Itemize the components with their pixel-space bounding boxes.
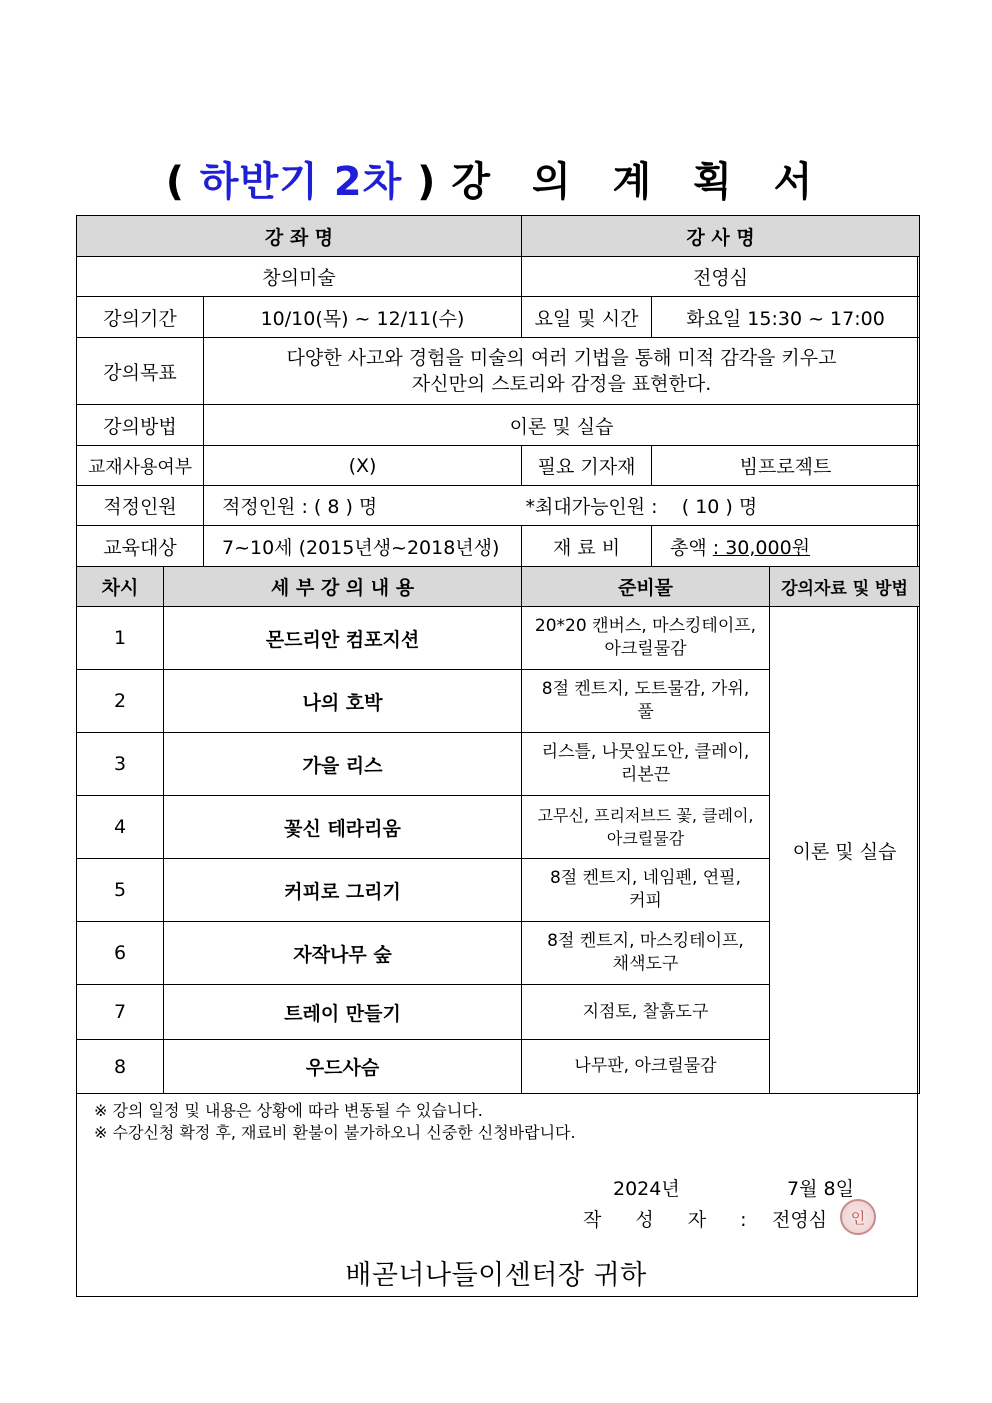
period-label: 강의기간	[77, 297, 204, 338]
method-value: 이론 및 실습	[204, 405, 920, 446]
period-value: 10/10(목) ~ 12/11(수)	[204, 297, 522, 338]
session-number: 4	[77, 796, 164, 859]
materials-line: 20*20 캔버스, 마스킹테이프,	[534, 616, 757, 636]
lesson-materials	[522, 922, 770, 985]
textbook-label: 교재사용여부	[77, 446, 204, 486]
lesson-materials	[522, 670, 770, 733]
session-number: 8	[77, 1040, 164, 1094]
fee-prefix: 총액	[670, 536, 713, 559]
materials-header: 준비물	[522, 567, 770, 607]
materials-line: 아크릴물감	[604, 639, 687, 659]
session-number: 7	[77, 985, 164, 1040]
lesson-materials	[522, 733, 770, 796]
title-close-paren: )	[417, 159, 437, 205]
lesson-materials	[522, 607, 770, 670]
instructor-name: 전영심	[522, 257, 920, 297]
target-label: 교육대상	[77, 526, 204, 567]
materials-line: 8절 켄트지, 네임펜, 연필,	[549, 868, 742, 888]
lesson-title: 커피로 그리기	[164, 859, 522, 922]
lesson-materials	[522, 859, 770, 922]
goal-value	[204, 338, 920, 405]
lesson-title: 트레이 만들기	[164, 985, 522, 1040]
document-title	[0, 150, 992, 207]
author-name: 전영심	[772, 1209, 828, 1231]
goal-line-1: 다양한 사고와 경험을 미술의 여러 기법을 통해 미적 감각을 키우고	[286, 347, 837, 369]
session-number: 1	[77, 607, 164, 670]
course-name: 창의미술	[77, 257, 522, 297]
seal-stamp-icon	[840, 1199, 876, 1235]
day-time-value: 화요일 15:30 ~ 17:00	[652, 297, 920, 338]
lesson-title: 자작나무 숲	[164, 922, 522, 985]
materials-line: 리본끈	[620, 765, 671, 785]
content-header: 세 부 강 의 내 용	[164, 567, 522, 607]
method-label: 강의방법	[77, 405, 204, 446]
fee-label: 재 료 비	[522, 526, 652, 567]
course-info-table	[76, 215, 920, 567]
note-line: ※ 강의 일정 및 내용은 상황에 따라 변동될 수 있습니다.	[94, 1101, 483, 1120]
lesson-materials: 지점토, 찰흙도구	[522, 985, 770, 1040]
textbook-value: (X)	[204, 446, 522, 486]
title-open-paren: (	[165, 159, 185, 205]
materials-line: 아크릴물감	[606, 829, 685, 848]
capacity-value: 적정인원 : ( 8 ) 명	[204, 486, 522, 526]
session-number: 3	[77, 733, 164, 796]
capacity-label: 적정인원	[77, 486, 204, 526]
course-name-header: 강 좌 명	[77, 216, 522, 257]
author-label: 작 성 자 :	[583, 1209, 761, 1231]
method-header: 강의자료 및 방법	[770, 567, 920, 607]
lesson-detail-table	[76, 566, 920, 1094]
title-doc-name: 강 의 계 획 서	[451, 159, 827, 205]
method-value: 이론 및 실습	[770, 607, 920, 1094]
fee-amount: : 30,000원	[712, 536, 811, 559]
date-month-day: 7월 8일	[787, 1178, 854, 1200]
lesson-title: 나의 호박	[164, 670, 522, 733]
notes	[94, 1100, 576, 1144]
recipient-line: 배곧너나들이센터장 귀하	[345, 1260, 647, 1291]
title-period: 하반기 2차	[199, 159, 403, 205]
instructor-name-header: 강 사 명	[522, 216, 920, 257]
day-time-label: 요일 및 시간	[522, 297, 652, 338]
materials-line: 8절 켄트지, 도트물감, 가위,	[541, 679, 750, 699]
max-capacity-value: *최대가능인원 : ( 10 ) 명	[522, 486, 920, 526]
lesson-materials: 나무판, 아크릴물감	[522, 1040, 770, 1094]
materials-line: 리스틀, 나뭇잎도안, 클레이,	[541, 742, 750, 762]
note-line: ※ 수강신청 확정 후, 재료비 환불이 불가하오니 신중한 신청바랍니다.	[94, 1123, 576, 1142]
seal-text: 인	[850, 1208, 866, 1227]
lesson-materials	[522, 796, 770, 859]
materials-line: 채색도구	[612, 954, 679, 974]
goal-label: 강의목표	[77, 338, 204, 405]
target-value: 7~10세 (2015년생~2018년생)	[204, 526, 522, 567]
lesson-title: 우드사슴	[164, 1040, 522, 1094]
materials-line: 풀	[637, 702, 654, 722]
lesson-title: 몬드리안 컴포지션	[164, 607, 522, 670]
materials-line: 고무신, 프리저브드 꽃, 클레이,	[537, 806, 754, 825]
equipment-label: 필요 기자재	[522, 446, 652, 486]
session-number: 5	[77, 859, 164, 922]
date-year: 2024년	[613, 1178, 680, 1200]
lesson-title: 가을 리스	[164, 733, 522, 796]
session-number: 6	[77, 922, 164, 985]
materials-line: 커피	[629, 891, 662, 911]
fee-value	[652, 526, 920, 567]
lesson-title: 꽃신 테라리움	[164, 796, 522, 859]
session-header: 차시	[77, 567, 164, 607]
goal-line-2: 자신만의 스토리와 감정을 표현한다.	[411, 373, 712, 395]
session-number: 2	[77, 670, 164, 733]
materials-line: 8절 켄트지, 마스킹테이프,	[547, 931, 744, 951]
equipment-value: 빔프로젝트	[652, 446, 920, 486]
